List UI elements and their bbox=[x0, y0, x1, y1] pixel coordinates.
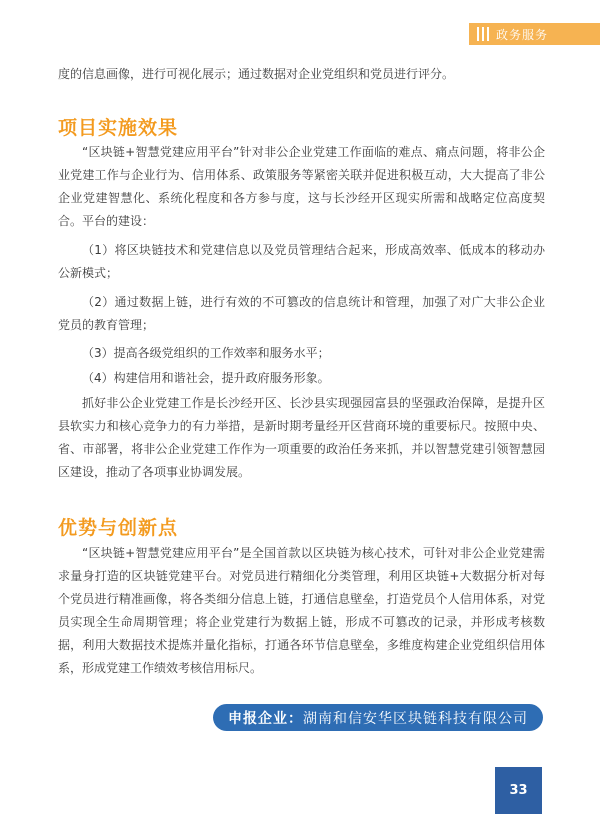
section-tab bbox=[469, 23, 600, 45]
page-number: 33 bbox=[495, 767, 542, 814]
results-item-2: （2）通过数据上链，进行有效的不可篡改的信息统计和管理，加强了对广大非公企业党员的教育管理； bbox=[58, 295, 545, 332]
company-name: 湖南和信安华区块链科技有限公司 bbox=[303, 710, 528, 727]
tab-bars-decoration bbox=[477, 27, 492, 41]
results-item-3: （3）提高各级党组织的工作效率和服务水平； bbox=[82, 346, 330, 360]
results-closing-paragraph: 抓好非公企业党建工作是长沙经开区、长沙县实现强园富县的坚强政治保障，是提升区县软实力和核心竞争力的有力举措，是新时期考量经开区营商环境的重要标尺。按照中央、省、市部署，将非公企业党建工作作为一项重要的政治任务来抓，并以智慧党建引领智慧园区建设，推动了各项事业协调发展。 bbox=[58, 396, 545, 479]
results-paragraph: “区块链+智慧党建应用平台”针对非公企业党建工作面临的难点、痛点问题，将非公企业党建工作与企业行为、信用体系、政策服务等紧密关联并促进积极互动，大大提高了非公企业党建智慧化、系统化程度和各方参与度，这与长沙经开区现实所需和战略定位高度契合。平台的建设： bbox=[58, 145, 545, 228]
advantages-paragraph: “区块链+智慧党建应用平台”是全国首款以区块链为核心技术，可针对非公企业党建需求量身打造的区块链党建平台。对党员进行精细化分类管理，利用区块链+大数据分析对每个党员进行精准画像，将各类细分信息上链，打通信息壁垒，打造党员个人信用体系，对党员实现全生命周期管理；将企业党建行为数据上链，形成不可篡改的记录，并形成考核数据，利用大数据技术提炼并量化指标，打通各环节信息壁垒，多维度构建企业党组织信用体系，形成党建工作绩效考核信用标尺。 bbox=[58, 546, 545, 675]
results-item-4: （4）构建信用和谐社会，提升政府服务形象。 bbox=[82, 371, 330, 385]
results-heading: 项目实施效果 bbox=[58, 117, 179, 139]
company-banner bbox=[213, 704, 543, 731]
company-label: 申报企业： bbox=[228, 710, 303, 727]
results-item-1: （1）将区块链技术和党建信息以及党员管理结合起来，形成高效率、低成本的移动办公新模式； bbox=[58, 243, 545, 280]
section-tab-label: 政务服务 bbox=[496, 27, 549, 42]
advantages-heading: 优势与创新点 bbox=[58, 517, 179, 539]
intro-continuation: 度的信息画像，进行可视化展示；通过数据对企业党组织和党员进行评分。 bbox=[58, 67, 455, 81]
